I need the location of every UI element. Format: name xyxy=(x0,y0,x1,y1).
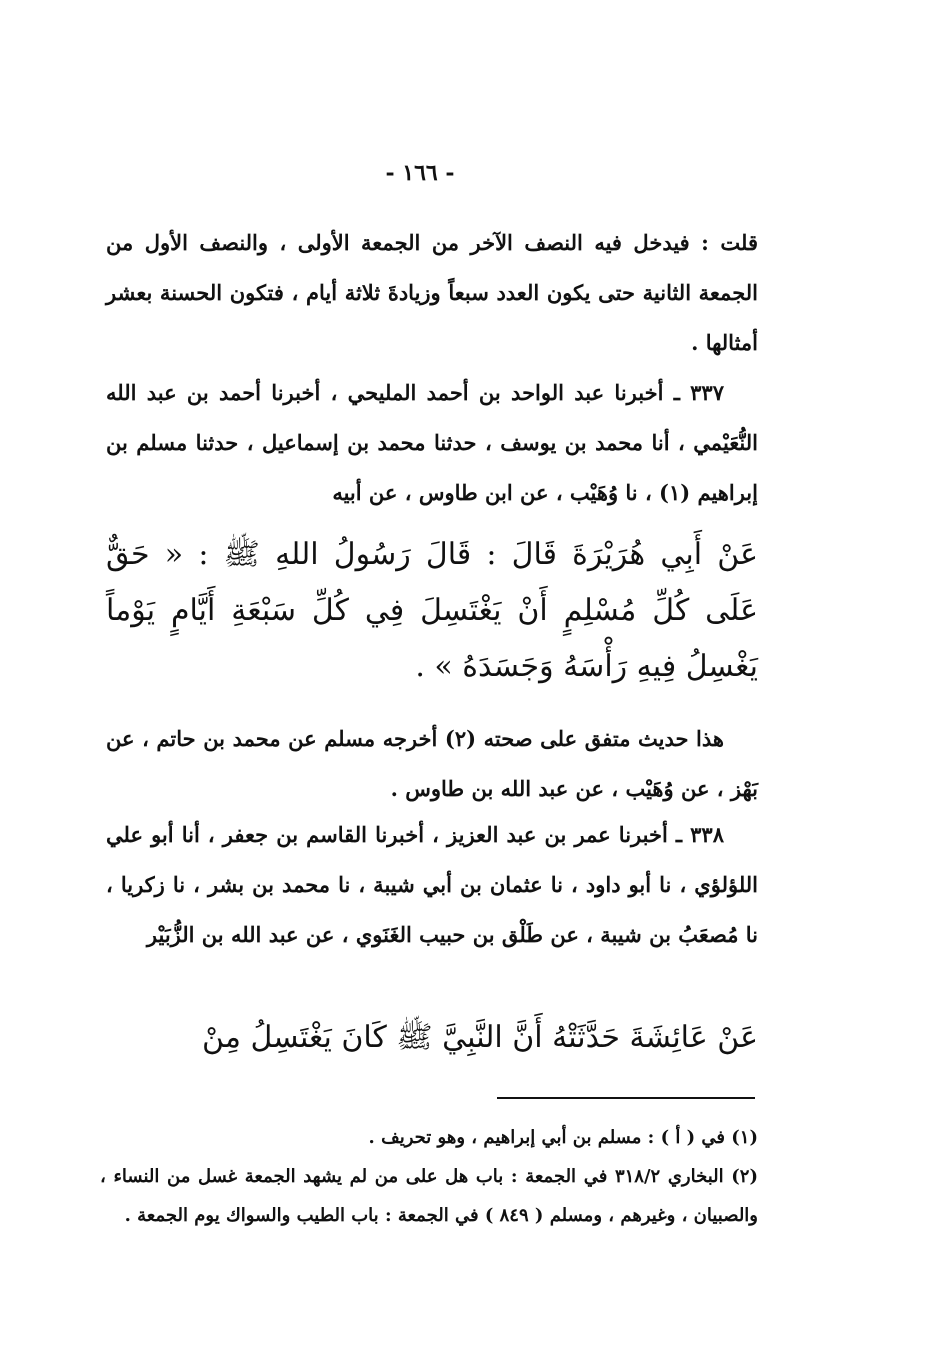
footnote-divider xyxy=(497,1097,755,1099)
hadith-text-abu-hurayra xyxy=(106,527,758,695)
hadith-text-aisha xyxy=(106,1010,758,1066)
takhrij-paragraph xyxy=(106,714,758,814)
paragraph-337: ٣٣٧ ـ أخبرنا عبد الواحد بن أحمد المليحي ، أخبرنا أحمد بن عبد الله النُّعَيْمي ، أنا محمد بن يوسف ، حدثنا محمد بن إسماعيل ، حدثنا مسلم بن إبراهيم (١) ، نا وُهَيْب ، عن ابن طاوس ، عن أبيه xyxy=(106,380,758,505)
isnad-338 xyxy=(106,810,758,960)
hadith-paragraph-2: عَنْ عَائِشَةَ حَدَّثَتْهُ أَنَّ النَّبِيَّ ﷺ كَانَ يَغْتَسِلُ مِنْ xyxy=(202,1020,758,1055)
commentary-paragraph xyxy=(106,218,758,368)
paragraph-hadha-hadith: هذا حديث متفق على صحته (٢) أخرجه مسلم عن محمد بن حاتم ، عن بَهْز ، عن وُهَيْب ، عن عبد الله بن طاوس . xyxy=(106,726,758,801)
page-number: - ١٦٦ - xyxy=(385,160,455,186)
footnote-1: (١) في ( أ ) : مسلم بن أبي إبراهيم ، وهو تحريف . xyxy=(368,1127,758,1148)
paragraph-338: ٣٣٨ ـ أخبرنا عمر بن عبد العزيز ، أخبرنا القاسم بن جعفر ، أنا أبو علي اللؤلؤي ، نا أبو داود ، نا عثمان بن أبي شيبة ، نا محمد بن بشر ، نا زكريا ، نا مُصعَبُ بن شيبة ، عن طَلْق بن حبيب الغَنَوي ، عن عبد الله بن الزُّبَيْر xyxy=(106,822,758,947)
footnote-2: (٢) البخاري ٣١٨/٢ في الجمعة : باب هل على من لم يشهد الجمعة غسل من النساء ، والصبيان ، وغيرهم ، ومسلم ( ٨٤٩ ) في الجمعة : باب الطيب والسواك يوم الجمعة . xyxy=(100,1166,758,1226)
footnotes xyxy=(100,1118,758,1235)
isnad-337 xyxy=(106,368,758,518)
paragraph-qultu: قلت : فيدخل فيه النصف الآخر من الجمعة الأولى ، والنصف الأول من الجمعة الثانية حتى يكون العدد سبعاً وزيادةَ ثلاثة أيام ، فتكون الحسنة بعشر أمثالها . xyxy=(106,230,758,355)
hadith-paragraph-1: عَنْ أَبِي هُرَيْرَةَ قَالَ : قَالَ رَسُولُ اللهِ ﷺ : « حَقٌّ عَلَى كُلِّ مُسْلِمٍ أَنْ يَغْتَسِلَ فِي كُلِّ سَبْعَةِ أَيَّامٍ يَوْماً يَغْسِلُ فِيهِ رَأْسَهُ وَجَسَدَهُ » . xyxy=(106,537,758,684)
